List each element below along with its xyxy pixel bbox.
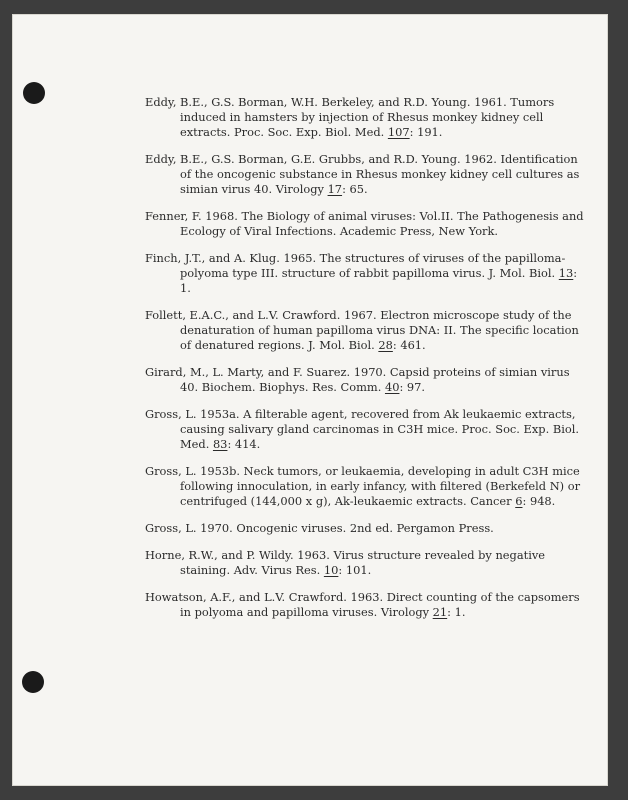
reference-entry: Horne, R.W., and P. Wildy. 1963. Virus structure revealed by negative staining. Adv. Virus Res. 10: 101. (145, 548, 546, 577)
reference-entry: Eddy, B.E., G.S. Borman, G.E. Grubbs, and R.D. Young. 1962. Identification of the oncogenic substance in Rhesus monkey kidney cell cultures as simian virus 40. Virology 17: 65. (145, 152, 580, 196)
punch-hole-top (23, 82, 45, 104)
reference-entry: Gross, L. 1953b. Neck tumors, or leukaemia, developing in adult C3H mice following innoculation, in early infancy, with filtered (Berkefeld N) or centrifuged (144,000 x g), Ak-leukaemic extracts. Cancer 6: 948. (145, 464, 581, 508)
reference-entry: Finch, J.T., and A. Klug. 1965. The structures of viruses of the papilloma- polyoma type III. structure of rabbit papilloma virus. J. Mol. Biol. 13: 1. (145, 251, 578, 295)
reference-entry: Gross, L. 1953a. A filterable agent, recovered from Ak leukaemic extracts, causing salivary gland carcinomas in C3H mice. Proc. Soc. Exp. Biol. Med. 83: 414. (145, 407, 579, 451)
reference-entry: Girard, M., L. Marty, and F. Suarez. 1970. Capsid proteins of simian virus 40. Biochem. Biophys. Res. Comm. 40: 97. (145, 365, 570, 394)
reference-entry: Follett, E.A.C., and L.V. Crawford. 1967. Electron microscope study of the denaturation of human papilloma virus DNA: II. The specific location of denatured regions. J. Mol. Biol. 28: 461. (145, 308, 579, 352)
reference-entry: Fenner, F. 1968. The Biology of animal viruses: Vol.II. The Pathogenesis and Ecology of Viral Infections. Academic Press, New York. (145, 209, 584, 238)
reference-list (145, 95, 585, 632)
reference-entry: Gross, L. 1970. Oncogenic viruses. 2nd ed. Pergamon Press. (145, 521, 494, 535)
punch-hole-bottom (22, 671, 44, 693)
reference-entry: Howatson, A.F., and L.V. Crawford. 1963. Direct counting of the capsomers in polyoma and papilloma viruses. Virology 21: 1. (145, 590, 580, 619)
reference-entry: Eddy, B.E., G.S. Borman, W.H. Berkeley, and R.D. Young. 1961. Tumors induced in hamsters by injection of Rhesus monkey kidney cell extracts. Proc. Soc. Exp. Biol. Med. 107: 191. (145, 95, 555, 139)
